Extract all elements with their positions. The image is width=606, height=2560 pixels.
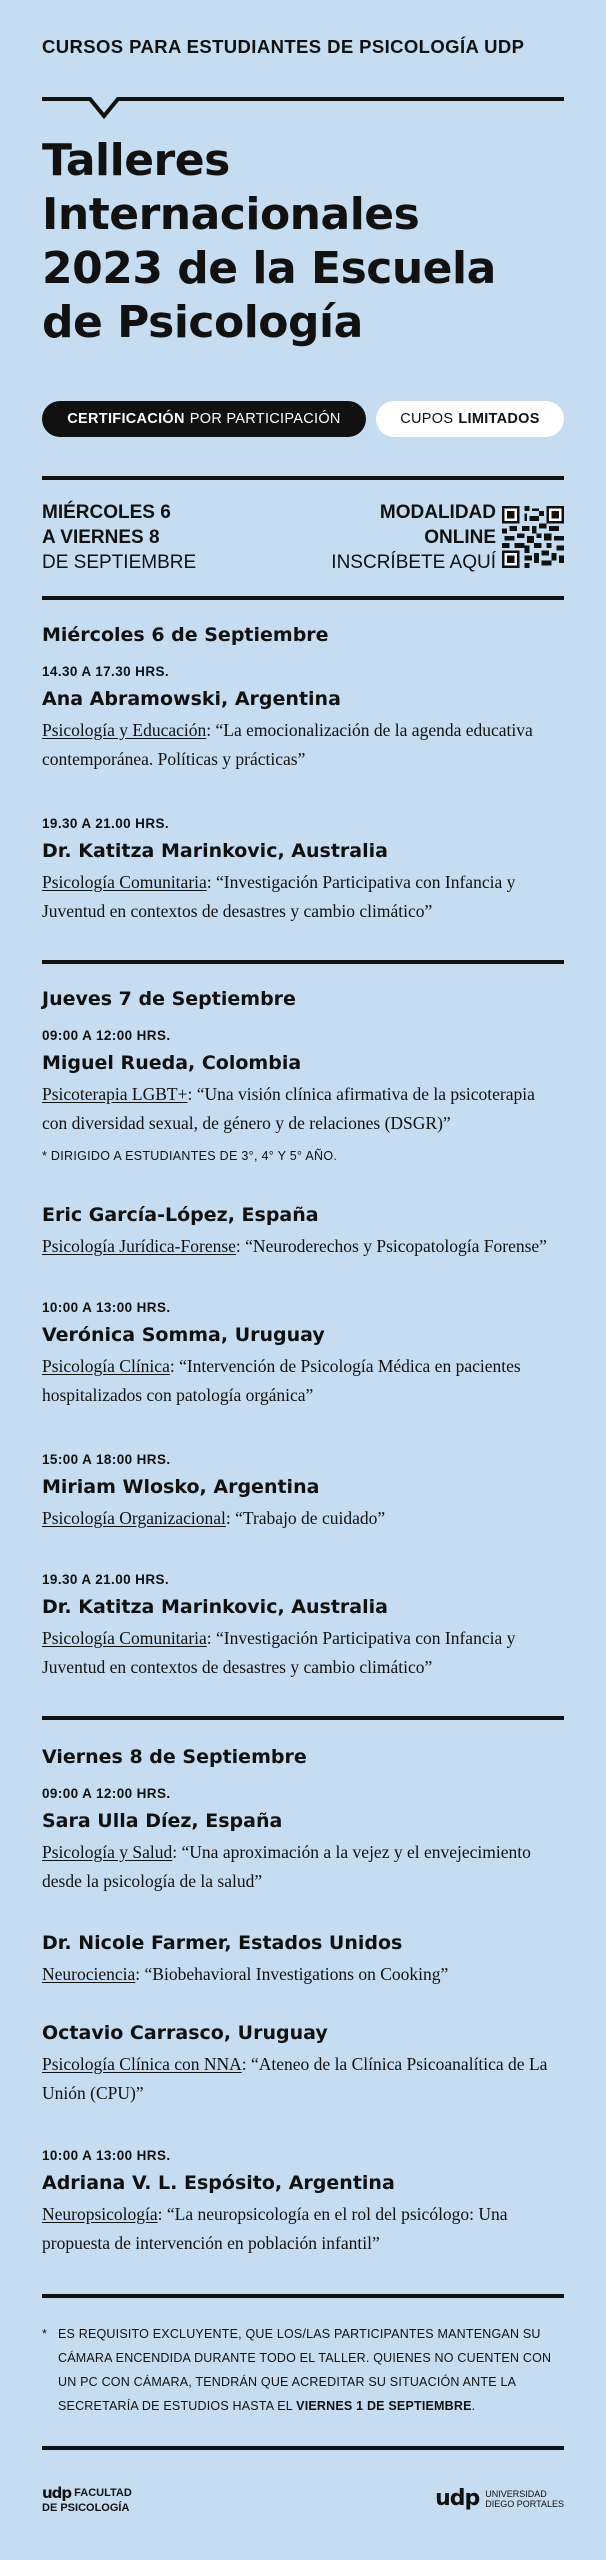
area-label: Psicología Jurídica-Forense xyxy=(42,1236,236,1256)
session-time: 09:00 A 12:00 HRS. xyxy=(42,1786,171,1801)
area-label: Psicología Organizacional xyxy=(42,1508,226,1528)
divider xyxy=(42,2294,564,2298)
talk-title: : “Investigación Participativa con Infancia y Juventud en contextos de desastres y cambio climático” xyxy=(42,1628,516,1677)
audience-note: * DIRIGIDO A ESTUDIANTES DE 3°, 4° Y 5° AÑO. xyxy=(42,1149,338,1163)
speaker-name: Miriam Wlosko, Argentina xyxy=(42,1476,320,1498)
session-time: 19.30 A 21.00 HRS. xyxy=(42,816,170,831)
area-label: Psicoterapia LGBT+ xyxy=(42,1084,188,1104)
talk-title: : “Biobehavioral Investigations on Cooking” xyxy=(135,1964,449,1984)
date-line: A VIERNES 8 xyxy=(42,527,160,548)
talk-description xyxy=(42,1232,564,1261)
badges xyxy=(42,401,564,437)
talk-description xyxy=(42,716,564,774)
talk-title: : “Neuroderechos y Psicopatología Forense” xyxy=(235,1236,547,1256)
register-link[interactable]: INSCRÍBETE AQUÍ xyxy=(331,552,496,573)
cupos-rest: CUPOS xyxy=(400,411,454,427)
session-time: 10:00 A 13:00 HRS. xyxy=(42,2148,171,2163)
session-time: 19.30 A 21.00 HRS. xyxy=(42,1572,170,1587)
area-label: Psicología Comunitaria xyxy=(42,872,207,892)
talk-description xyxy=(42,1838,564,1896)
divider xyxy=(42,476,564,480)
speaker-name: Eric García-López, España xyxy=(42,1204,319,1226)
university-line2: DIEGO PORTALES xyxy=(485,2498,564,2509)
speaker-name: Dr. Nicole Farmer, Estados Unidos xyxy=(42,1932,403,1954)
speaker-name: Octavio Carrasco, Uruguay xyxy=(42,2022,328,2044)
session-time: 10:00 A 13:00 HRS. xyxy=(42,1300,171,1315)
talk-title: : “Intervención de Psicología Médica en pacientes hospitalizados con patología orgánica” xyxy=(42,1356,521,1405)
university-name xyxy=(485,2489,564,2509)
modality-line: MODALIDAD xyxy=(379,502,496,523)
notch-divider xyxy=(42,96,564,120)
cert-rest: POR PARTICIPACIÓN xyxy=(189,411,341,427)
talk-title: : “Una aproximación a la vejez y el envejecimiento desde la psicología de la salud” xyxy=(42,1842,531,1891)
note-body: ES REQUISITO EXCLUYENTE, QUE LOS/LAS PARTICIPANTES MANTENGAN SU CÁMARA ENCENDIDA DURANTE TODO EL TALLER. QUIENES NO CUENTEN CON UN PC CON CÁMARA, TENDRÁN QUE ACREDITAR SU SITUACIÓN ANTE LA SECRETARÍA DE ESTUDIOS HASTA EL xyxy=(58,2327,552,2413)
talk-title: : “La emocionalización de la agenda educativa contemporánea. Políticas y prácticas” xyxy=(42,720,533,769)
area-label: Psicología Clínica xyxy=(42,1356,170,1376)
note-bullet: * xyxy=(42,2327,48,2341)
cupos-bold: LIMITADOS xyxy=(458,411,540,427)
talk-description xyxy=(42,1352,564,1410)
area-label: Psicología Clínica con NNA xyxy=(42,2054,242,2074)
kicker: CURSOS PARA ESTUDIANTES DE PSICOLOGÍA UDP xyxy=(42,36,525,57)
limited-seats-badge xyxy=(376,401,564,437)
area-label: Neurociencia xyxy=(42,1964,136,1984)
talk-title: : “Una visión clínica afirmativa de la psicoterapia con diversidad sexual, de género y de relaciones (DSGR)” xyxy=(42,1084,535,1133)
faculty-line2: DE PSICOLOGÍA xyxy=(42,2502,130,2514)
area-label: Psicología Comunitaria xyxy=(42,1628,207,1648)
talk-title: : “Investigación Participativa con Infancia y Juventud en contextos de desastres y cambio climático” xyxy=(42,872,516,921)
speaker-name: Verónica Somma, Uruguay xyxy=(42,1324,325,1346)
cert-bold: CERTIFICACIÓN xyxy=(67,411,185,427)
day-heading: Jueves 7 de Septiembre xyxy=(42,988,296,1010)
area-label: Psicología y Educación xyxy=(42,720,207,740)
faculty-logo xyxy=(42,2484,132,2515)
talk-title: : “Trabajo de cuidado” xyxy=(225,1508,386,1528)
udp-mark: udp xyxy=(435,2486,480,2511)
talk-title: : “Ateneo de la Clínica Psicoanalítica de La Unión (CPU)” xyxy=(42,2054,548,2103)
speaker-name: Miguel Rueda, Colombia xyxy=(42,1052,302,1074)
talk-description xyxy=(42,1960,564,1989)
university-line1: UNIVERSIDAD xyxy=(485,2488,547,2499)
university-logo xyxy=(435,2486,564,2511)
page-title xyxy=(42,134,564,350)
qr-code-icon[interactable] xyxy=(502,506,564,568)
talk-description xyxy=(42,1080,564,1138)
day-heading: Viernes 8 de Septiembre xyxy=(42,1746,307,1768)
divider xyxy=(42,596,564,600)
date-line: DE SEPTIEMBRE xyxy=(42,552,197,573)
session-time: 09:00 A 12:00 HRS. xyxy=(42,1028,171,1043)
modality-info xyxy=(331,500,496,575)
title-line: 2023 de la Escuela xyxy=(42,243,496,294)
modality-line: ONLINE xyxy=(424,527,496,548)
speaker-name: Ana Abramowski, Argentina xyxy=(42,688,341,710)
talk-description xyxy=(42,1624,564,1682)
note-deadline: VIERNES 1 DE SEPTIEMBRE xyxy=(296,2399,472,2413)
day-heading: Miércoles 6 de Septiembre xyxy=(42,624,329,646)
talk-description xyxy=(42,868,564,926)
faculty-line1: FACULTAD xyxy=(74,2487,132,2499)
area-label: Psicología y Salud xyxy=(42,1842,173,1862)
certification-badge xyxy=(42,401,366,437)
speaker-name: Sara Ulla Díez, España xyxy=(42,1810,283,1832)
udp-mark: udp xyxy=(42,2484,72,2502)
talk-title: : “La neuropsicología en el rol del psicólogo: Una propuesta de intervención en población infantil” xyxy=(42,2204,508,2253)
session-time: 14.30 A 17.30 HRS. xyxy=(42,664,170,679)
speaker-name: Dr. Katitza Marinkovic, Australia xyxy=(42,840,388,862)
speaker-name: Dr. Katitza Marinkovic, Australia xyxy=(42,1596,388,1618)
divider xyxy=(42,2446,564,2450)
divider xyxy=(42,960,564,964)
talk-description xyxy=(42,2050,564,2108)
talk-description xyxy=(42,2200,564,2258)
date-line: MIÉRCOLES 6 xyxy=(42,502,171,523)
talk-description xyxy=(42,1504,564,1533)
title-line: Talleres xyxy=(42,135,230,186)
title-line: Internacionales xyxy=(42,189,420,240)
title-line: de Psicología xyxy=(42,297,363,348)
area-label: Neuropsicología xyxy=(42,2204,158,2224)
note-text xyxy=(58,2322,564,2418)
note-end: . xyxy=(471,2399,476,2413)
session-time: 15:00 A 18:00 HRS. xyxy=(42,1452,171,1467)
speaker-name: Adriana V. L. Espósito, Argentina xyxy=(42,2172,395,2194)
divider xyxy=(42,1716,564,1720)
